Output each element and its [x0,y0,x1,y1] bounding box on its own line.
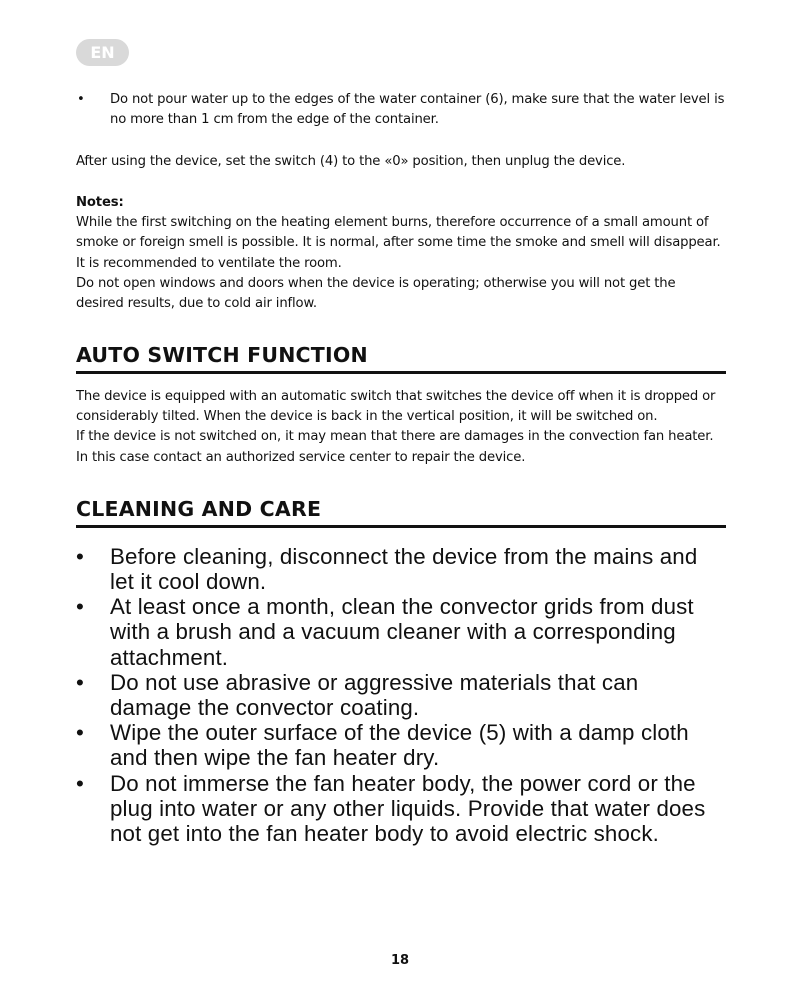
notes-paragraph: Do not open windows and doors when the device is operating; otherwise you will not get the desired results, due to cold air inflow. [76,276,676,312]
section-title-cleaning: CLEANING AND CARE [76,496,726,528]
list-item: • At least once a month, clean the convector grids from dust with a brush and a vacuum cleaner with a corresponding attachment. [76,594,726,670]
notes-body [76,213,726,314]
page-number: 18 [390,953,410,968]
intro-bullet-list [76,90,726,131]
auto-switch-body [76,387,726,468]
language-badge: EN [76,39,129,66]
notes-paragraph: While the first switching on the heating element burns, therefore occurrence of a small amount of smoke or foreign smell is possible. It is normal, after some time the smoke and smell will disappear. It is recommended to ventilate the room. [76,215,721,271]
page-content [76,90,726,846]
auto-switch-paragraph: The device is equipped with an automatic switch that switches the device off when it is dropped or considerably tilted. When the device is back in the vertical position, it will be switched on. [76,388,716,424]
section-title-auto-switch: AUTO SWITCH FUNCTION [76,342,726,374]
list-item: • Wipe the outer surface of the device (5) with a damp cloth and then wipe the fan heater dry. [76,720,726,770]
notes-title: Notes: [76,194,124,210]
auto-switch-paragraph: If the device is not switched on, it may mean that there are damages in the convection fan heater. In this case contact an authorized service center to repair the device. [76,429,714,465]
list-item: • Do not pour water up to the edges of the water container (6), make sure that the water level is no more than 1 cm from the edge of the container. [76,90,726,131]
cleaning-bullet-list [76,544,726,846]
list-item: • Do not use abrasive or aggressive materials that can damage the convector coating. [76,670,726,720]
after-use-paragraph: After using the device, set the switch (4) to the «0» position, then unplug the device. [76,153,626,169]
list-item: • Do not immerse the fan heater body, the power cord or the plug into water or any other liquids. Provide that water does not get into the fan heater body to avoid electric shock. [76,771,726,847]
list-item: • Before cleaning, disconnect the device from the mains and let it cool down. [76,544,726,594]
